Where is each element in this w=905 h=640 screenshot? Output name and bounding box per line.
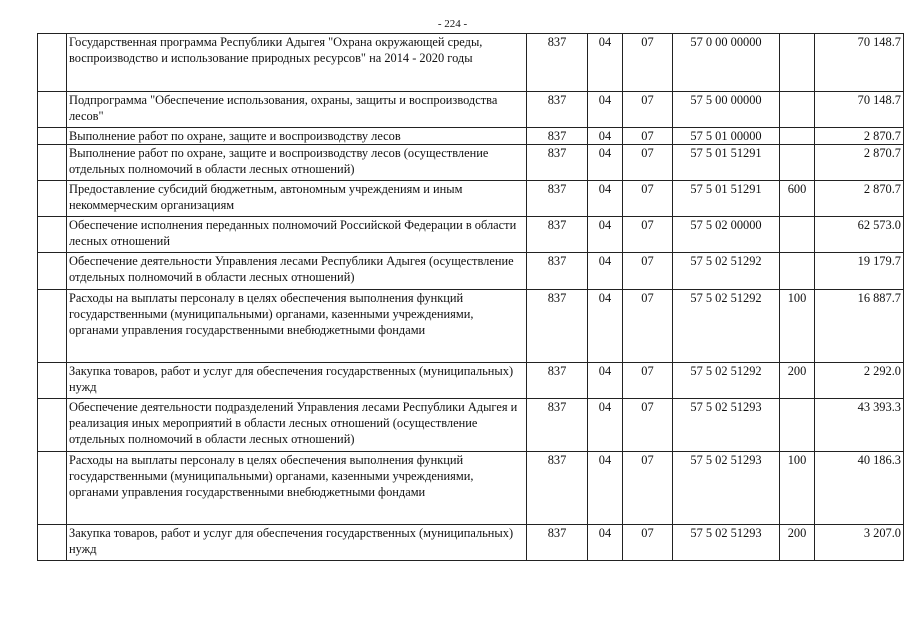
item-name-cell: Выполнение работ по охране, защите и воспроизводству лесов [67, 128, 527, 145]
expense-type-cell: 100 [780, 290, 815, 363]
ministry-code-cell: 837 [527, 181, 588, 217]
expense-type-cell: 100 [780, 452, 815, 525]
item-name-cell: Обеспечение исполнения переданных полномочий Российской Федерации в области лесных отношений [67, 217, 527, 253]
ministry-code-cell: 837 [527, 525, 588, 561]
subsection-code-cell: 07 [623, 92, 673, 128]
ministry-code-cell: 837 [527, 128, 588, 145]
row-number-cell [38, 217, 67, 253]
table-row [38, 92, 904, 128]
subsection-code-cell: 07 [623, 363, 673, 399]
item-name-cell: Расходы на выплаты персоналу в целях обеспечения выполнения функций государственными (муниципальными) органами, казенными учреждениями, органами управления государственными внебюджетными фондами [67, 290, 527, 363]
subsection-code-cell: 07 [623, 217, 673, 253]
section-code-cell: 04 [588, 290, 623, 363]
amount-cell: 2 870.7 [815, 145, 904, 181]
row-number-cell [38, 290, 67, 363]
target-article-cell: 57 5 02 51292 [673, 253, 780, 290]
row-number-cell [38, 525, 67, 561]
row-number-cell [38, 253, 67, 290]
table-row [38, 181, 904, 217]
expense-type-cell [780, 145, 815, 181]
amount-cell: 43 393.3 [815, 399, 904, 452]
amount-cell: 2 292.0 [815, 363, 904, 399]
expense-type-cell [780, 92, 815, 128]
section-code-cell: 04 [588, 128, 623, 145]
target-article-cell: 57 5 02 51293 [673, 399, 780, 452]
ministry-code-cell: 837 [527, 399, 588, 452]
table-row [38, 34, 904, 92]
section-code-cell: 04 [588, 181, 623, 217]
budget-table [37, 33, 904, 561]
item-name-cell: Расходы на выплаты персоналу в целях обеспечения выполнения функций государственными (муниципальными) органами, казенными учреждениями, органами управления государственными внебюджетными фондами [67, 452, 527, 525]
table-row [38, 217, 904, 253]
amount-cell: 16 887.7 [815, 290, 904, 363]
target-article-cell: 57 5 02 51293 [673, 525, 780, 561]
section-code-cell: 04 [588, 92, 623, 128]
target-article-cell: 57 5 02 00000 [673, 217, 780, 253]
target-article-cell: 57 5 02 51292 [673, 290, 780, 363]
table-row [38, 253, 904, 290]
ministry-code-cell: 837 [527, 217, 588, 253]
table-row [38, 363, 904, 399]
subsection-code-cell: 07 [623, 452, 673, 525]
target-article-cell: 57 5 01 51291 [673, 181, 780, 217]
section-code-cell: 04 [588, 253, 623, 290]
item-name-cell: Закупка товаров, работ и услуг для обеспечения государственных (муниципальных) нужд [67, 363, 527, 399]
item-name-cell: Закупка товаров, работ и услуг для обеспечения государственных (муниципальных) нужд [67, 525, 527, 561]
expense-type-cell [780, 217, 815, 253]
amount-cell: 2 870.7 [815, 128, 904, 145]
table-body [38, 34, 904, 561]
item-name-cell: Предоставление субсидий бюджетным, автономным учреждениям и иным некоммерческим организациям [67, 181, 527, 217]
target-article-cell: 57 0 00 00000 [673, 34, 780, 92]
expense-type-cell [780, 34, 815, 92]
subsection-code-cell: 07 [623, 181, 673, 217]
ministry-code-cell: 837 [527, 253, 588, 290]
row-number-cell [38, 128, 67, 145]
expense-type-cell [780, 399, 815, 452]
section-code-cell: 04 [588, 145, 623, 181]
table-row [38, 128, 904, 145]
amount-cell: 62 573.0 [815, 217, 904, 253]
section-code-cell: 04 [588, 34, 623, 92]
table-row [38, 525, 904, 561]
target-article-cell: 57 5 02 51292 [673, 363, 780, 399]
subsection-code-cell: 07 [623, 290, 673, 363]
ministry-code-cell: 837 [527, 363, 588, 399]
expense-type-cell [780, 253, 815, 290]
ministry-code-cell: 837 [527, 290, 588, 363]
amount-cell: 2 870.7 [815, 181, 904, 217]
ministry-code-cell: 837 [527, 34, 588, 92]
expense-type-cell: 200 [780, 363, 815, 399]
item-name-cell: Обеспечение деятельности Управления лесами Республики Адыгея (осуществление отдельных полномочий в области лесных отношений) [67, 253, 527, 290]
item-name-cell: Обеспечение деятельности подразделений Управления лесами Республики Адыгея и реализация иных мероприятий в области лесных отношений (осуществление отдельных полномочий в области лесных отношений) [67, 399, 527, 452]
subsection-code-cell: 07 [623, 525, 673, 561]
subsection-code-cell: 07 [623, 145, 673, 181]
row-number-cell [38, 399, 67, 452]
target-article-cell: 57 5 00 00000 [673, 92, 780, 128]
expense-type-cell: 600 [780, 181, 815, 217]
target-article-cell: 57 5 01 00000 [673, 128, 780, 145]
row-number-cell [38, 92, 67, 128]
page-number: - 224 - [437, 18, 468, 30]
amount-cell: 19 179.7 [815, 253, 904, 290]
amount-cell: 70 148.7 [815, 34, 904, 92]
section-code-cell: 04 [588, 363, 623, 399]
subsection-code-cell: 07 [623, 128, 673, 145]
item-name-cell: Подпрограмма "Обеспечение использования, охраны, защиты и воспроизводства лесов" [67, 92, 527, 128]
expense-type-cell [780, 128, 815, 145]
section-code-cell: 04 [588, 399, 623, 452]
row-number-cell [38, 34, 67, 92]
row-number-cell [38, 181, 67, 217]
subsection-code-cell: 07 [623, 253, 673, 290]
table-row [38, 145, 904, 181]
row-number-cell [38, 145, 67, 181]
item-name-cell: Государственная программа Республики Адыгея "Охрана окружающей среды, воспроизводство и использование природных ресурсов" на 2014 - 2020 годы [67, 34, 527, 92]
target-article-cell: 57 5 01 51291 [673, 145, 780, 181]
row-number-cell [38, 452, 67, 525]
amount-cell: 40 186.3 [815, 452, 904, 525]
ministry-code-cell: 837 [527, 92, 588, 128]
amount-cell: 70 148.7 [815, 92, 904, 128]
ministry-code-cell: 837 [527, 145, 588, 181]
target-article-cell: 57 5 02 51293 [673, 452, 780, 525]
table-row [38, 290, 904, 363]
item-name-cell: Выполнение работ по охране, защите и воспроизводству лесов (осуществление отдельных полномочий в области лесных отношений) [67, 145, 527, 181]
table-row [38, 399, 904, 452]
table-row [38, 452, 904, 525]
ministry-code-cell: 837 [527, 452, 588, 525]
expense-type-cell: 200 [780, 525, 815, 561]
subsection-code-cell: 07 [623, 399, 673, 452]
amount-cell: 3 207.0 [815, 525, 904, 561]
section-code-cell: 04 [588, 525, 623, 561]
row-number-cell [38, 363, 67, 399]
subsection-code-cell: 07 [623, 34, 673, 92]
section-code-cell: 04 [588, 452, 623, 525]
section-code-cell: 04 [588, 217, 623, 253]
